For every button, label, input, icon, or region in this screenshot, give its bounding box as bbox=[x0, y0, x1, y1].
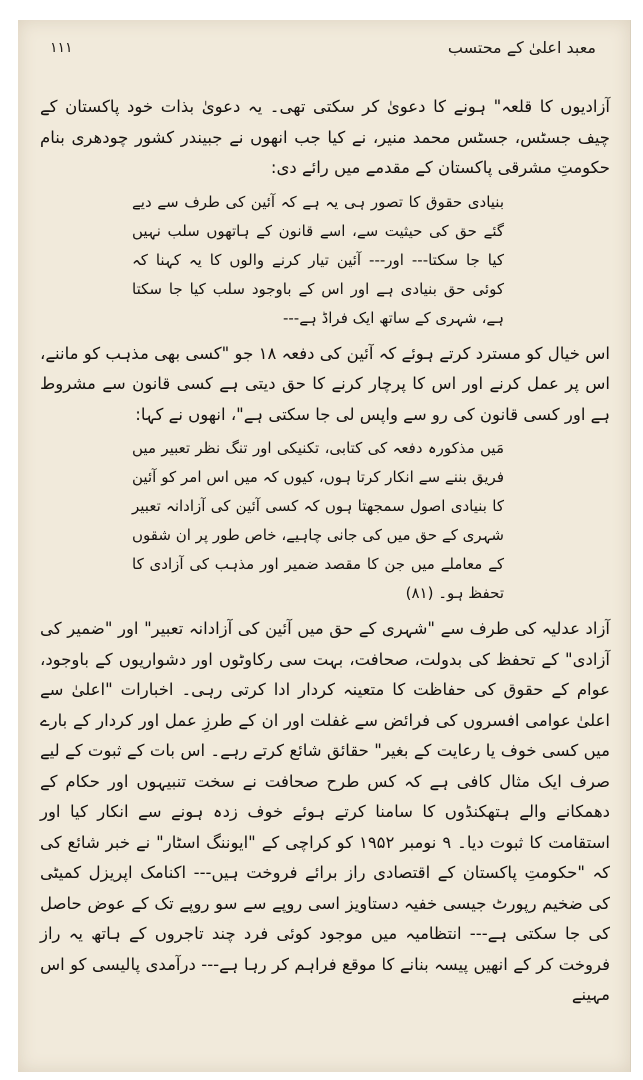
running-header bbox=[46, 38, 606, 64]
page-body bbox=[40, 92, 610, 1011]
block-quote-fundamental-rights: بنیادی حقوق کا تصور ہی یہ ہے کہ آئین کی طرف سے دیے گئے حق کی حیثیت سے، اسے قانون کے ہاتھوں سلب نہیں کیا جا سکتا--- اور--- آئین تیار کرنے والوں کا یہ کہنا کہ کوئی حق بنیادی ہے اور اس کے باوجود سلب کیا جا سکتا ہے، شہری کے ساتھ ایک فراڈ ہے--- bbox=[132, 192, 504, 327]
paragraph-press-freedom: آزاد عدلیہ کی طرف سے "شہری کے حق میں آئین کی آزادانہ تعبیر" اور "ضمیر کی آزادی" کے تحفظ کی بدولت، صحافت، بہت سی رکاوٹوں اور دشواریوں کے باوجود، عوام کے حقوق کی حفاظت کا متعینہ کردار ادا کرتی رہی۔ اخبارات "اعلیٰ سے اعلیٰ عوامی افسروں کی فرائض سے غفلت اور ان کے طرزِ عمل اور کردار کے بارے میں کسی خوف یا رعایت کے بغیر" حقائق شائع کرتے رہے۔ اس بات کے ثبوت کے لیے صرف ایک مثال کافی ہے کہ کس طرح صحافت نے سخت تنبیہوں اور حکام کے دھمکانے والے ہتھکنڈوں کا سامنا کرتے ہوئے خوف زدہ ہونے سے انکار کیا اور استقامت کا ثبوت دیا۔ ۹ نومبر ۱۹۵۲ کو کراچی کے "ایوننگ اسٹار" نے خبر شائع کی کہ "حکومتِ پاکستان کے اقتصادی راز برائے فروخت ہیں--- اکنامک اپریزل کمیٹی کی ضخیم رپورٹ جیسی خفیہ دستاویز اسی روپے سے سو روپے تک کے عوض حاصل کی جا سکتی ہے--- انتظامیہ میں موجود کوئی فرد چند تاجروں کے ہاتھ یہ راز فروخت کر کے انھیں پیسہ بنانے کا موقع فراہم کر رہا ہے--- درآمدی پالیسی کو اس مہینے bbox=[40, 619, 610, 1004]
paragraph-intro: آزادیوں کا قلعہ" ہونے کا دعویٰ کر سکتی تھی۔ یہ دعویٰ بذات خود پاکستان کے چیف جسٹس، جسٹس محمد منیر، نے کیا جب انھوں نے جبیندر کشور چودھری بنام حکومتِ مشرقی پاکستان کے مقدمے میں رائے دی: bbox=[40, 97, 610, 177]
block-quote-liberal-interpretation: مَیں مذکورہ دفعہ کی کتابی، تکنیکی اور تنگ نظر تعبیر میں فریق بننے سے انکار کرتا ہوں، کیوں کہ میں اس امر کو آئین کا بنیادی اصول سمجھتا ہوں کہ کسی آئین کی آزادانہ تعبیر شہری کے حق میں کی جانی چاہیے، خاص طور پر ان شقوں کے معاملے میں جن کا مقصد ضمیر اور مذہب کی آزادی کا تحفظ ہو۔ (۸۱) bbox=[132, 439, 504, 602]
paragraph-article-18: اس خیال کو مسترد کرتے ہوئے کہ آئین کی دفعہ ۱۸ جو "کسی بھی مذہب کو ماننے، اس پر عمل کرنے اور اس کا پرچار کرنے کا حق دیتی ہے کسی قانون سے مشروط ہے اور کسی قانون کی رو سے واپس لی جا سکتی ہے"، انھوں نے کہا: bbox=[40, 343, 610, 424]
page-number: ۱۱۱ bbox=[50, 40, 73, 56]
running-header-title: معبد اعلیٰ کے محتسب bbox=[447, 38, 596, 57]
book-page bbox=[18, 20, 631, 1072]
